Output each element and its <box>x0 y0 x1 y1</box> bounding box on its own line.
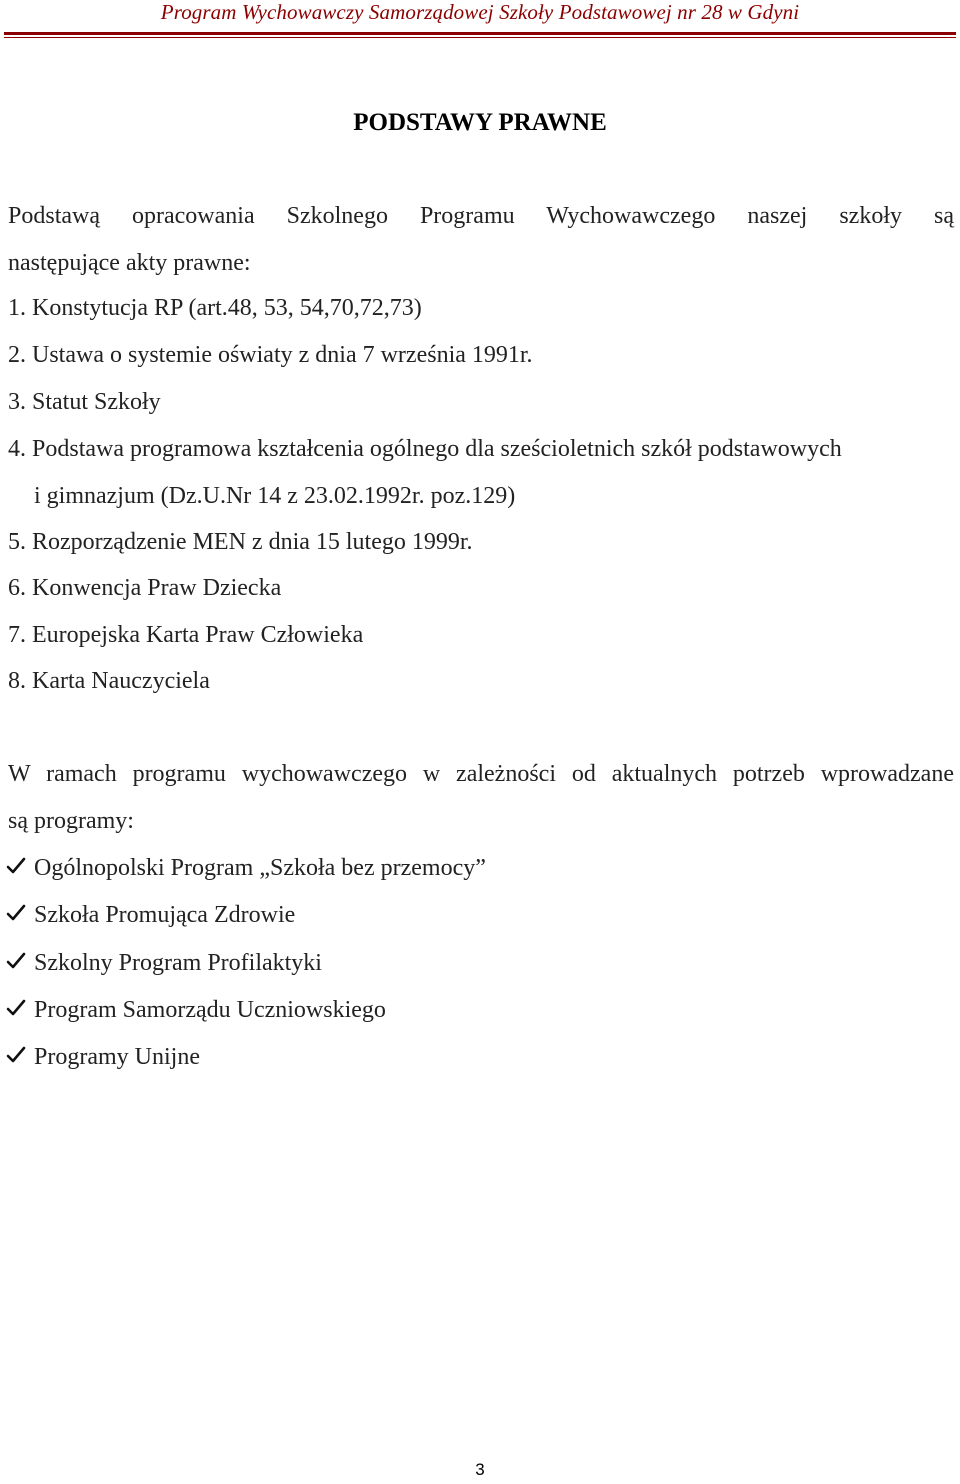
header-rule-thick <box>4 32 956 35</box>
legal-act-item: 1. Konstytucja RP (art.48, 53, 54,70,72,73) <box>8 295 422 321</box>
legal-act-item: 4. Podstawa programowa kształcenia ogólnego dla sześcioletnich szkół podstawowych <box>8 436 842 462</box>
page-number: 3 <box>475 1460 485 1479</box>
legal-act-item: 7. Europejska Karta Praw Człowieka <box>8 622 364 648</box>
program-list-item <box>6 947 322 979</box>
programs-intro-line-2: są programy: <box>8 808 134 834</box>
legal-act-item: 3. Statut Szkoły <box>8 389 161 415</box>
programs-intro-line-1: W ramach programu wychowawczego w zależności od aktualnych potrzeb wprowadzane <box>8 761 954 787</box>
checkmark-icon <box>6 1045 26 1065</box>
legal-act-item: 8. Karta Nauczyciela <box>8 668 210 694</box>
checkmark-icon <box>6 856 26 876</box>
legal-act-item: 5. Rozporządzenie MEN z dnia 15 lutego 1999r. <box>8 529 473 555</box>
program-list-item <box>6 852 486 884</box>
document-title: PODSTAWY PRAWNE <box>353 109 607 136</box>
intro-line-2: następujące akty prawne: <box>8 250 251 276</box>
program-label: Ogólnopolski Program „Szkoła bez przemocy” <box>34 855 486 881</box>
header-rule-thin <box>4 37 956 38</box>
legal-act-item: 6. Konwencja Praw Dziecka <box>8 575 282 601</box>
legal-act-item: 2. Ustawa o systemie oświaty z dnia 7 września 1991r. <box>8 342 533 368</box>
header-title: Program Wychowawczy Samorządowej Szkoły Podstawowej nr 28 w Gdyni <box>160 0 800 24</box>
program-label: Szkolny Program Profilaktyki <box>34 950 322 976</box>
checkmark-icon <box>6 903 26 923</box>
checkmark-icon <box>6 951 26 971</box>
checkmark-icon <box>6 998 26 1018</box>
program-list-item <box>6 994 386 1026</box>
intro-line-1: Podstawą opracowania Szkolnego Programu Wychowawczego naszej szkoły są <box>8 203 954 229</box>
program-label: Programy Unijne <box>34 1044 200 1070</box>
program-list-item <box>6 899 295 931</box>
program-list-item <box>6 1041 200 1073</box>
legal-act-item-continuation: i gimnazjum (Dz.U.Nr 14 z 23.02.1992r. poz.129) <box>34 483 516 509</box>
program-label: Program Samorządu Uczniowskiego <box>34 997 386 1023</box>
page-header <box>0 0 960 40</box>
program-label: Szkoła Promująca Zdrowie <box>34 902 296 928</box>
